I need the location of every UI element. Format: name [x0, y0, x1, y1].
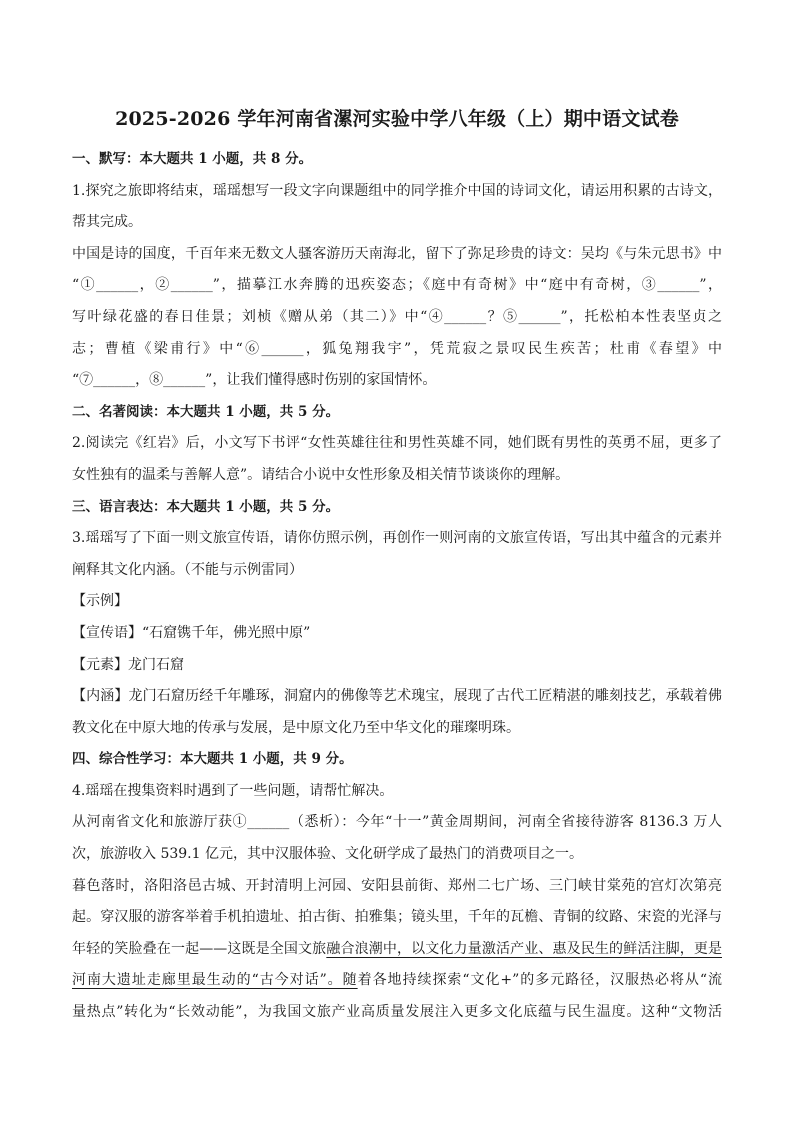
text-line: 4.瑶瑶在搜集资料时遇到了一些问题，请帮忙解决。: [72, 782, 394, 799]
text-line: 【元素】龙门石窟: [72, 656, 184, 673]
text-line: 起。穿汉服的游客举着手机拍遗址、拍古街、拍雅集；镜头里，千年的瓦檐、青铜的纹路、宋瓷的光泽与: [72, 909, 722, 926]
text-line: 次，旅游收入 539.1 亿元，其中汉服体验、文化研学成了最热门的消费项目之一。: [72, 846, 583, 863]
section-heading: 四、综合性学习：本大题共 1 小题，共 9 分。: [72, 751, 353, 768]
text-line: 【示例】: [72, 593, 128, 610]
text-line: 【宣传语】“石窟镌千年，佛光照中原”: [72, 624, 311, 641]
text-line: 女性独有的温柔与善解人意”。请结合小说中女性形象及相关情节谈谈你的理解。: [72, 466, 570, 483]
underlined-text: 河南大遗址走廊里最生动的“古今对话”。随: [72, 972, 358, 989]
exam-title: 2025-2026 学年河南省漯河实验中学八年级（上）期中语文试卷: [115, 108, 679, 130]
section-heading: 三、语言表达：本大题共 1 小题，共 5 分。: [72, 498, 340, 515]
underlined-text: 融合浪潮中，以文化力量激活产业、惠及民生的鲜活注脚，更是: [326, 940, 722, 957]
text-line: 中国是诗的国度，千百年来无数文人骚客游历天南海北，留下了弥足珍贵的诗文：吴均《与朱元思书》中: [72, 245, 722, 262]
text-line: 1.探究之旅即将结束，瑶瑶想写一段文字向课题组中的同学推介中国的诗词文化，请运用积累的古诗文，: [72, 182, 722, 199]
text-line: “①______，②______”，描摹江水奔腾的迅疾姿态；《庭中有奇树》中“庭中有奇树，③______”，: [72, 277, 722, 294]
text-line: 3.瑶瑶写了下面一则文旅宣传语，请你仿照示例，再创作一则河南的文旅宣传语，写出其中蕴含的元素并: [72, 530, 722, 547]
text-line: 年轻的笑脸叠在一起——这既是全国文旅融合浪潮中，以文化力量激活产业、惠及民生的鲜活注脚，更是: [72, 940, 722, 957]
text-line: 志；曹植《梁甫行》中“⑥______，狐兔翔我宇”，凭荒寂之景叹民生疾苦；杜甫《春望》中: [72, 340, 722, 357]
section-heading: 二、名著阅读：本大题共 1 小题，共 5 分。: [72, 403, 340, 420]
text-line: “⑦______，⑧______”，让我们懂得感时伤别的家国情怀。: [72, 372, 437, 389]
text-line: 帮其完成。: [72, 214, 142, 231]
text-line: 暮色落时，洛阳洛邑古城、开封清明上河园、安阳县前街、郑州二七广场、三门峡甘棠苑的宫灯次第亮: [72, 877, 722, 894]
exam-content: [72, 144, 722, 1029]
text-line: 从河南省文化和旅游厅获①______（悉析）：今年“十一”黄金周期间，河南全省接待游客 8136.3 万人: [72, 814, 722, 831]
text-line: 量热点”转化为“长效动能”，为我国文旅产业高质量发展注入更多文化底蕴与民生温度。这种“文物活: [72, 1004, 722, 1021]
text-line: 阐释其文化内涵。（不能与示例雷同）: [72, 561, 303, 578]
text-line: 写叶绿花盛的春日佳景；刘桢《赠从弟（其二）》中“④______？⑤______”，托松柏本性表坚贞之: [72, 308, 722, 325]
section-heading: 一、默写：本大题共 1 小题，共 8 分。: [72, 151, 313, 167]
text-line: 教文化在中原大地的传承与发展，是中原文化乃至中华文化的璀璨明珠。: [72, 719, 520, 736]
text-line: 河南大遗址走廊里最生动的“古今对话”。随着各地持续探索“文化+”的多元路径，汉服热必将从“流: [72, 972, 722, 989]
text-line: 2.阅读完《红岩》后，小文写下书评“女性英雄往往和男性英雄不同，她们既有男性的英勇不屈，更多了: [72, 435, 722, 452]
text-line: 【内涵】龙门石窟历经千年雕琢，洞窟内的佛像等艺术瑰宝，展现了古代工匠精湛的雕刻技艺，承载着佛: [72, 688, 722, 705]
